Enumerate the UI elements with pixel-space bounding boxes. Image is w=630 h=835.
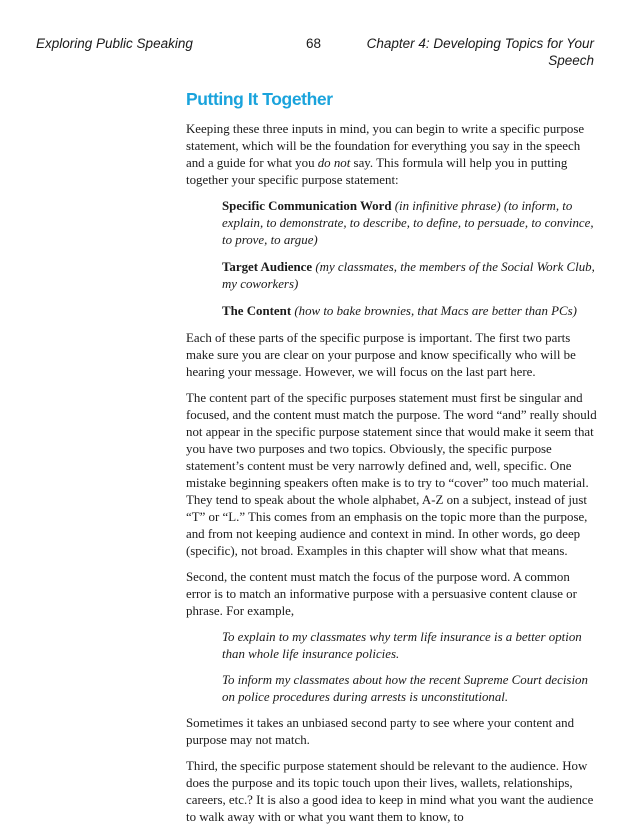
paragraph-third: Third, the specific purpose statement should be relevant to the audience. How does the purpose and its topic touch upon their lives, wallets, relationships, careers, etc.? It is also a good idea to keep in mind what you want the audience to walk away with or what you want them to know, to	[186, 759, 594, 824]
section-heading: Putting It Together	[186, 89, 333, 109]
intro-text-1: Keeping these three inputs in mind, you can begin to write a specific purpose statement, which will be the foundation for everything you say in the speech and a guide for what you	[186, 122, 585, 170]
example-statement-2: To inform my classmates about how the recent Supreme Court decision on police procedures during arrests is unconstitutional.	[222, 673, 588, 704]
formula-term: The Content	[222, 304, 292, 318]
paragraph-second: Second, the content must match the focus of the purpose word. A common error is to match an informative purpose with a persuasive content clause or phrase. For example,	[186, 570, 577, 618]
running-header-book-title: Exploring Public Speaking	[36, 36, 193, 51]
paragraph-unbiased: Sometimes it takes an unbiased second party to see where your content and purpose may not match.	[186, 716, 575, 747]
intro-emphasis: do not	[317, 156, 351, 170]
chapter-line-1: Chapter 4: Developing Topics for Your	[366, 36, 594, 51]
intro-paragraph	[186, 121, 598, 189]
formula-term: Target Audience	[222, 260, 313, 274]
formula-desc: (my classmates, the members of the Social Work Club, my coworkers)	[222, 260, 595, 291]
formula-item-target-audience	[222, 259, 598, 293]
formula-item-communication-word	[222, 198, 598, 249]
formula-item-content	[222, 303, 598, 320]
running-header-chapter	[367, 35, 594, 69]
formula-term: Specific Communication Word	[222, 199, 392, 213]
chapter-line-2: Speech	[548, 53, 594, 68]
formula-desc: (in infinitive phrase) (to inform, to explain, to demonstrate, to describe, to define, to persuade, to convince, to prove, to argue)	[222, 199, 594, 247]
paragraph-parts: Each of these parts of the specific purpose is important. The first two parts make sure you are clear on your purpose and know specifically who will be hearing your message. However, we will focus on the last part here.	[186, 331, 576, 379]
page-number: 68	[306, 36, 322, 51]
intro-text-2: say. This formula will help you in putting together your specific purpose statement:	[186, 156, 568, 187]
paragraph-content: The content part of the specific purposes statement must first be singular and focused, and the content must match the purpose. The word “and” really should not appear in the specific purpose statement since that would make it seem that you have two purposes and two topics. Obviously, the specific purpose statement’s content must be very narrowly defined and, well, specific. One mistake beginning speakers often make is to try to “cover” too much material. They tend to speak about the whole alphabet, A-Z on a subject, instead of just “T” or “L.” This comes from an emphasis on the topic more than the purpose, and from not keeping audience and context in mind. In other words, go deep (specific), not broad. Examples in this chapter will show what that means.	[186, 391, 597, 558]
example-statement-1: To explain to my classmates why term life insurance is a better option than whole life insurance policies.	[222, 630, 582, 661]
formula-desc: (how to bake brownies, that Macs are better than PCs)	[291, 304, 577, 318]
main-content	[186, 88, 598, 835]
